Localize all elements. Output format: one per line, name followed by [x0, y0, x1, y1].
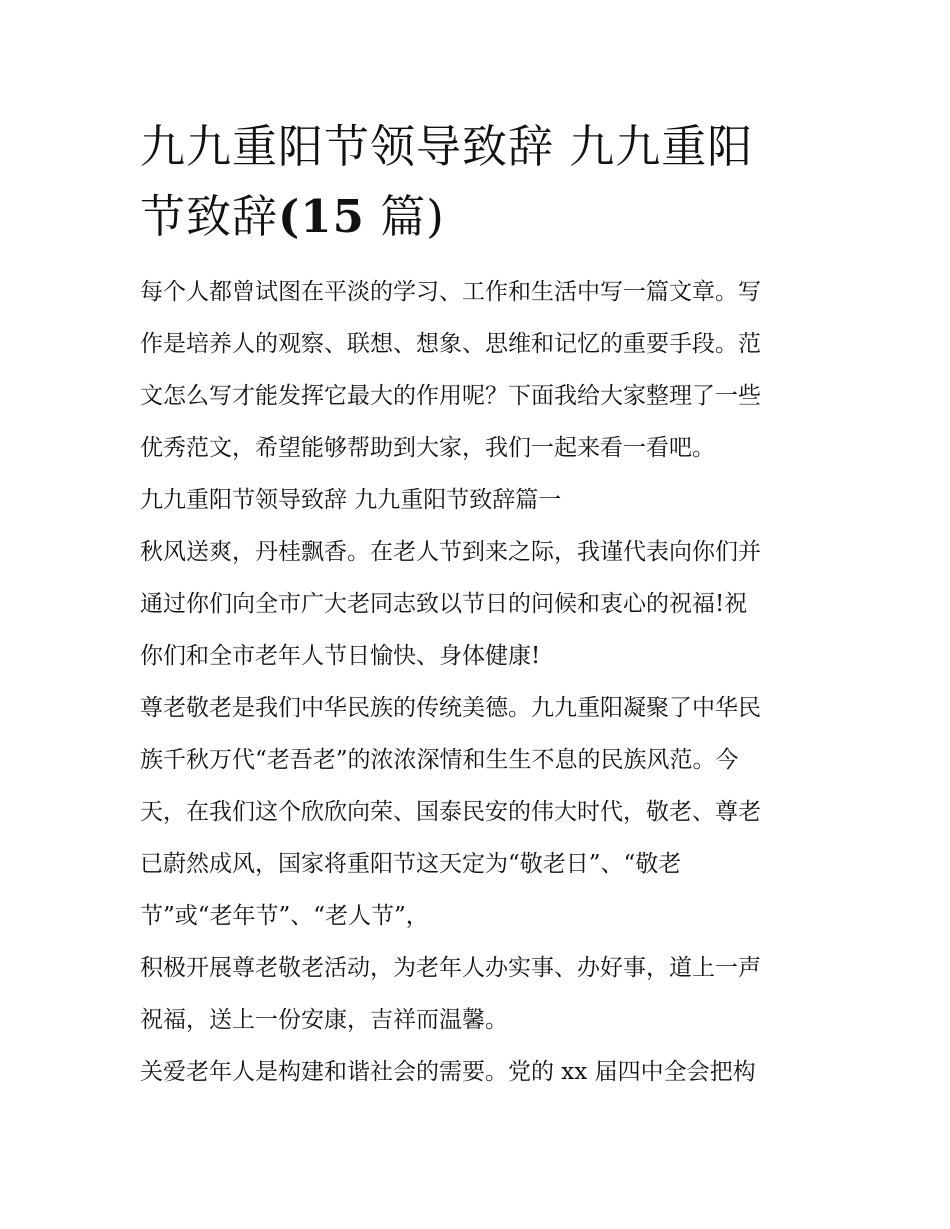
- body-line: 积极开展尊老敬老活动，为老年人办实事、办好事，道上一声: [140, 955, 761, 981]
- body-line: 尊老敬老是我们中华民族的传统美德。九九重阳凝聚了中华民: [140, 695, 761, 721]
- body-line: 祝福，送上一份安康，吉祥而温馨。: [140, 1007, 508, 1033]
- body-line: 文怎么写才能发挥它最大的作用呢？下面我给大家整理了一些: [140, 383, 761, 409]
- body-line: 已蔚然成风，国家将重阳节这天定为“敬老日”、“敬老: [140, 851, 682, 877]
- body-line: 每个人都曾试图在平淡的学习、工作和生活中写一篇文章。写: [140, 279, 761, 305]
- title-line-1: 九九重阳节领导致辞 九九重阳: [140, 120, 754, 173]
- body-line: 秋风送爽，丹桂飘香。在老人节到来之际，我谨代表向你们并: [140, 539, 761, 565]
- body-line: 节”或“老年节”、“老人节”，: [140, 903, 429, 929]
- title-line-2-suffix: 篇): [364, 190, 445, 243]
- document-title: [140, 112, 815, 252]
- title-line-2-prefix: 节致辞: [140, 190, 279, 243]
- body-line: 你们和全市老年人节日愉快、身体健康!: [140, 643, 541, 669]
- section-heading: 九九重阳节领导致辞 九九重阳节致辞篇一: [140, 487, 562, 513]
- body-line: 通过你们向全市广大老同志致以节日的问候和衷心的祝福!祝: [140, 591, 748, 617]
- body-line: 族千秋万代“老吾老”的浓浓深情和生生不息的民族风范。今: [140, 747, 739, 773]
- body-line: 作是培养人的观察、联想、想象、思维和记忆的重要手段。范: [140, 331, 761, 357]
- body-line: 关爱老年人是构建和谐社会的需要。党的 xx 届四中全会把构: [140, 1059, 756, 1085]
- title-line-2: [140, 182, 815, 252]
- body-line: 天，在我们这个欣欣向荣、国泰民安的伟大时代，敬老、尊老: [140, 799, 761, 825]
- title-line-2-count: (15: [278, 190, 365, 243]
- document-body: [140, 266, 815, 1098]
- document-page: [140, 112, 815, 1098]
- body-line: 优秀范文，希望能够帮助到大家，我们一起来看一看吧。: [140, 435, 715, 461]
